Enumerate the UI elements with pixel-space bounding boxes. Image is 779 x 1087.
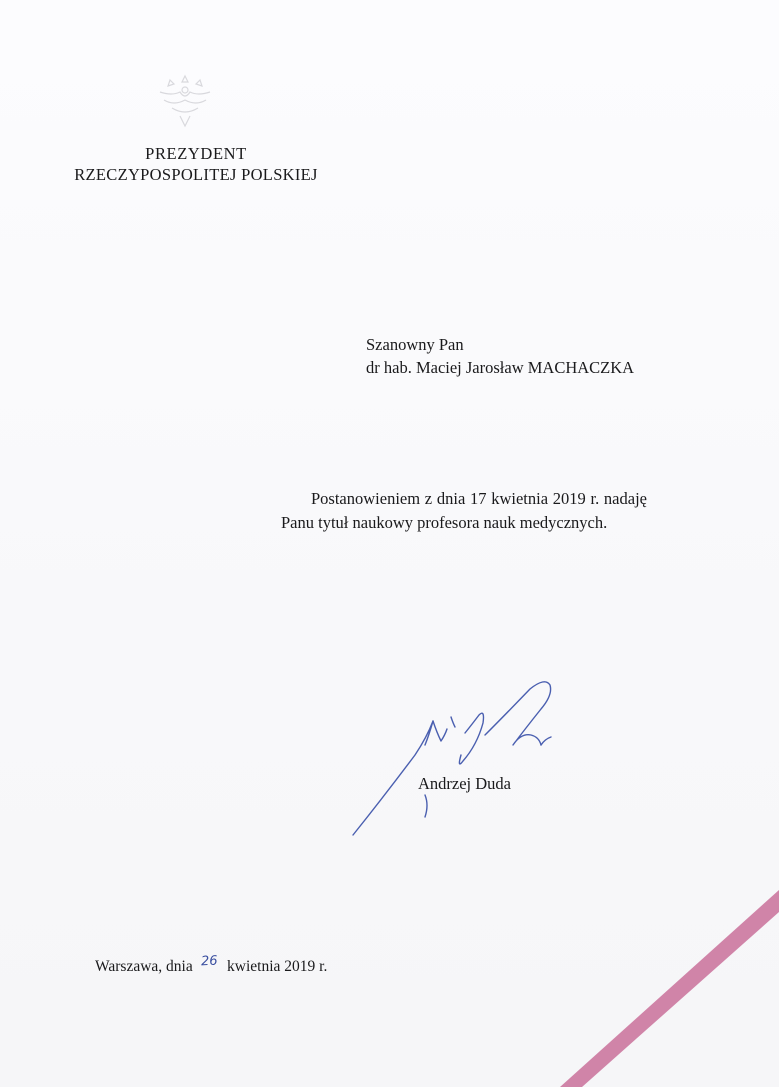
addressee-block — [366, 333, 634, 379]
addressee-salutation: Szanowny Pan — [366, 335, 464, 354]
letterhead-subtitle: RZECZYPOSPOLITEJ POLSKIEJ — [74, 165, 318, 184]
date-prefix: Warszawa, dnia — [95, 958, 193, 975]
date-suffix: kwietnia 2019 r. — [227, 958, 328, 975]
decorative-ribbon — [560, 890, 779, 1087]
addressee-name: dr hab. Maciej Jarosław MACHACZKA — [366, 358, 635, 377]
handwritten-signature — [345, 675, 575, 845]
eagle-emblem-icon — [150, 70, 220, 132]
date-line — [95, 953, 328, 976]
signer-name: Andrzej Duda — [418, 774, 512, 793]
letter-body: Postanowieniem z dnia 17 kwietnia 2019 r. nadaję Panu tytuł naukowy profesora nauk medycznych. — [281, 489, 647, 532]
letterhead — [46, 143, 346, 185]
date-day-handwritten: 26 — [200, 953, 218, 970]
letterhead-title: PREZYDENT — [145, 144, 247, 163]
